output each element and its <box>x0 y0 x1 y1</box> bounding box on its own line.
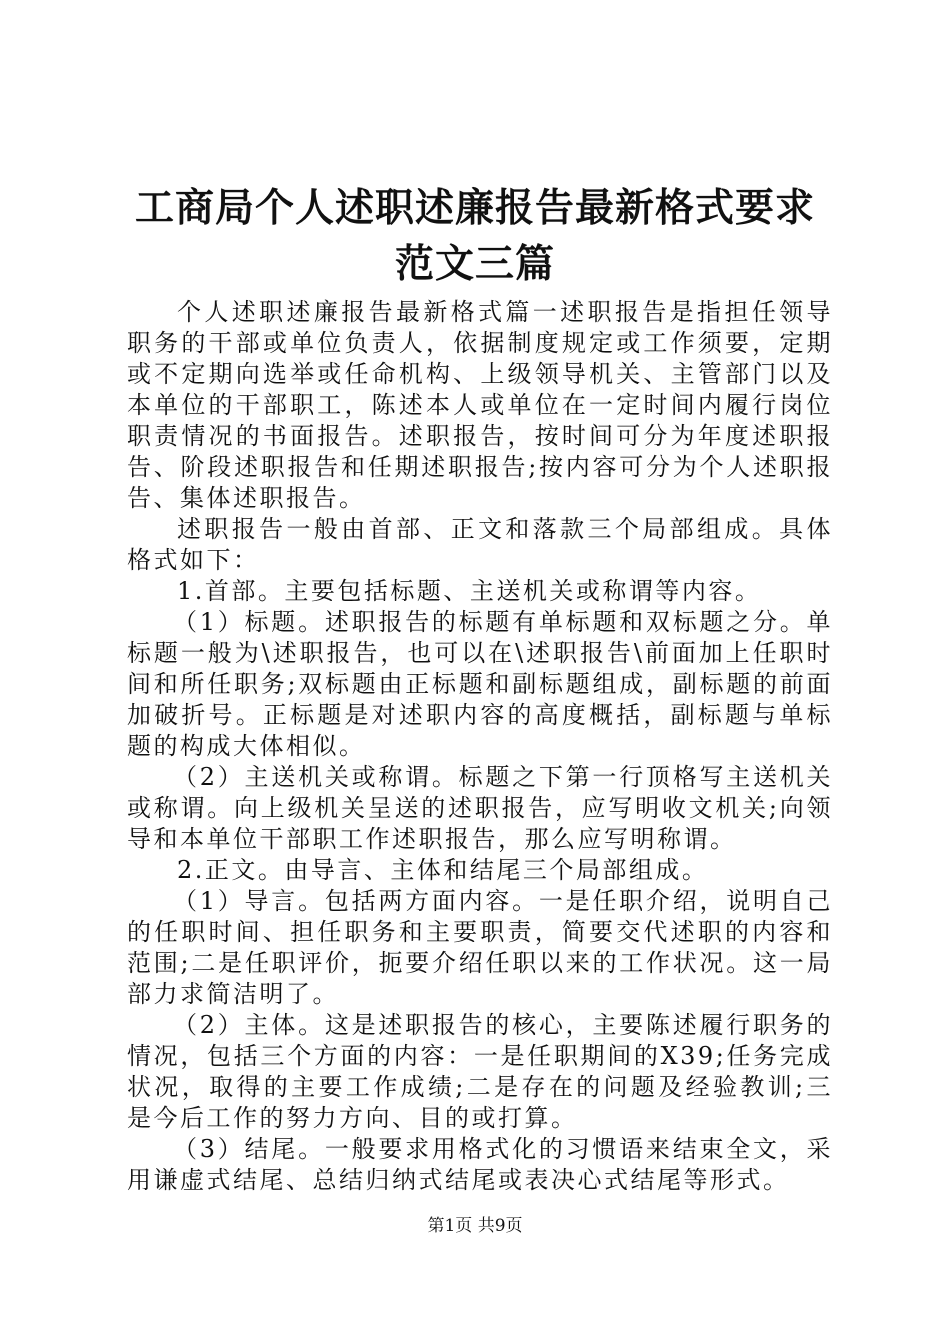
paragraph-header-section: 1.首部。主要包括标题、主送机关或称谓等内容。 <box>177 577 762 605</box>
paragraph-body-section: 2.正文。由导言、主体和结尾三个局部组成。 <box>177 856 709 884</box>
paragraph-ending-item: （3）结尾。一般要求用格式化的习惯语来结束全文，采用谦虚式结尾、总结归纳式结尾或表决心式结尾等形式。 <box>127 1135 833 1194</box>
document-body <box>127 297 833 1196</box>
document-title: 工商局个人述职述廉报告最新格式要求范文三篇 <box>134 185 815 287</box>
paragraph-introduction-item: （1）导言。包括两方面内容。一是任职介绍，说明自己的任职时间、担任职务和主要职责，简要交代述职的内容和范围;二是任职评价，扼要介绍任职以来的工作状况。这一局部力求简洁明了。 <box>127 887 833 1008</box>
paragraph-main-item: （2）主体。这是述职报告的核心，主要陈述履行职务的情况，包括三个方面的内容：一是任职期间的X39;任务完成状况，取得的主要工作成绩;二是存在的问题及经验教训;三是今后工作的努力方向、目的或打算。 <box>127 1011 833 1132</box>
page-number-footer: 第1页 共9页 <box>427 1216 523 1236</box>
paragraph-recipient-item: （2）主送机关或称谓。标题之下第一行顶格写主送机关或称谓。向上级机关呈送的述职报告，应写明收文机关;向领导和本单位干部职工作述职报告，那么应写明称谓。 <box>127 763 833 853</box>
paragraph-structure: 述职报告一般由首部、正文和落款三个局部组成。具体格式如下： <box>127 515 833 574</box>
paragraph-intro: 个人述职述廉报告最新格式篇一述职报告是指担任领导职务的干部或单位负责人，依据制度规定或工作须要，定期或不定期向选举或任命机构、上级领导机关、主管部门以及本单位的干部职工，陈述本人或单位在一定时间内履行岗位职责情况的书面报告。述职报告，按时间可分为年度述职报告、阶段述职报告和任期述职报告;按内容可分为个人述职报告、集体述职报告。 <box>127 298 833 512</box>
paragraph-title-item: （1）标题。述职报告的标题有单标题和双标题之分。单标题一般为\述职报告，也可以在\述职报告\前面加上任职时间和所任职务;双标题由正标题和副标题组成，副标题的前面加破折号。正标题是对述职内容的高度概括，副标题与单标题的构成大体相似。 <box>127 608 833 760</box>
